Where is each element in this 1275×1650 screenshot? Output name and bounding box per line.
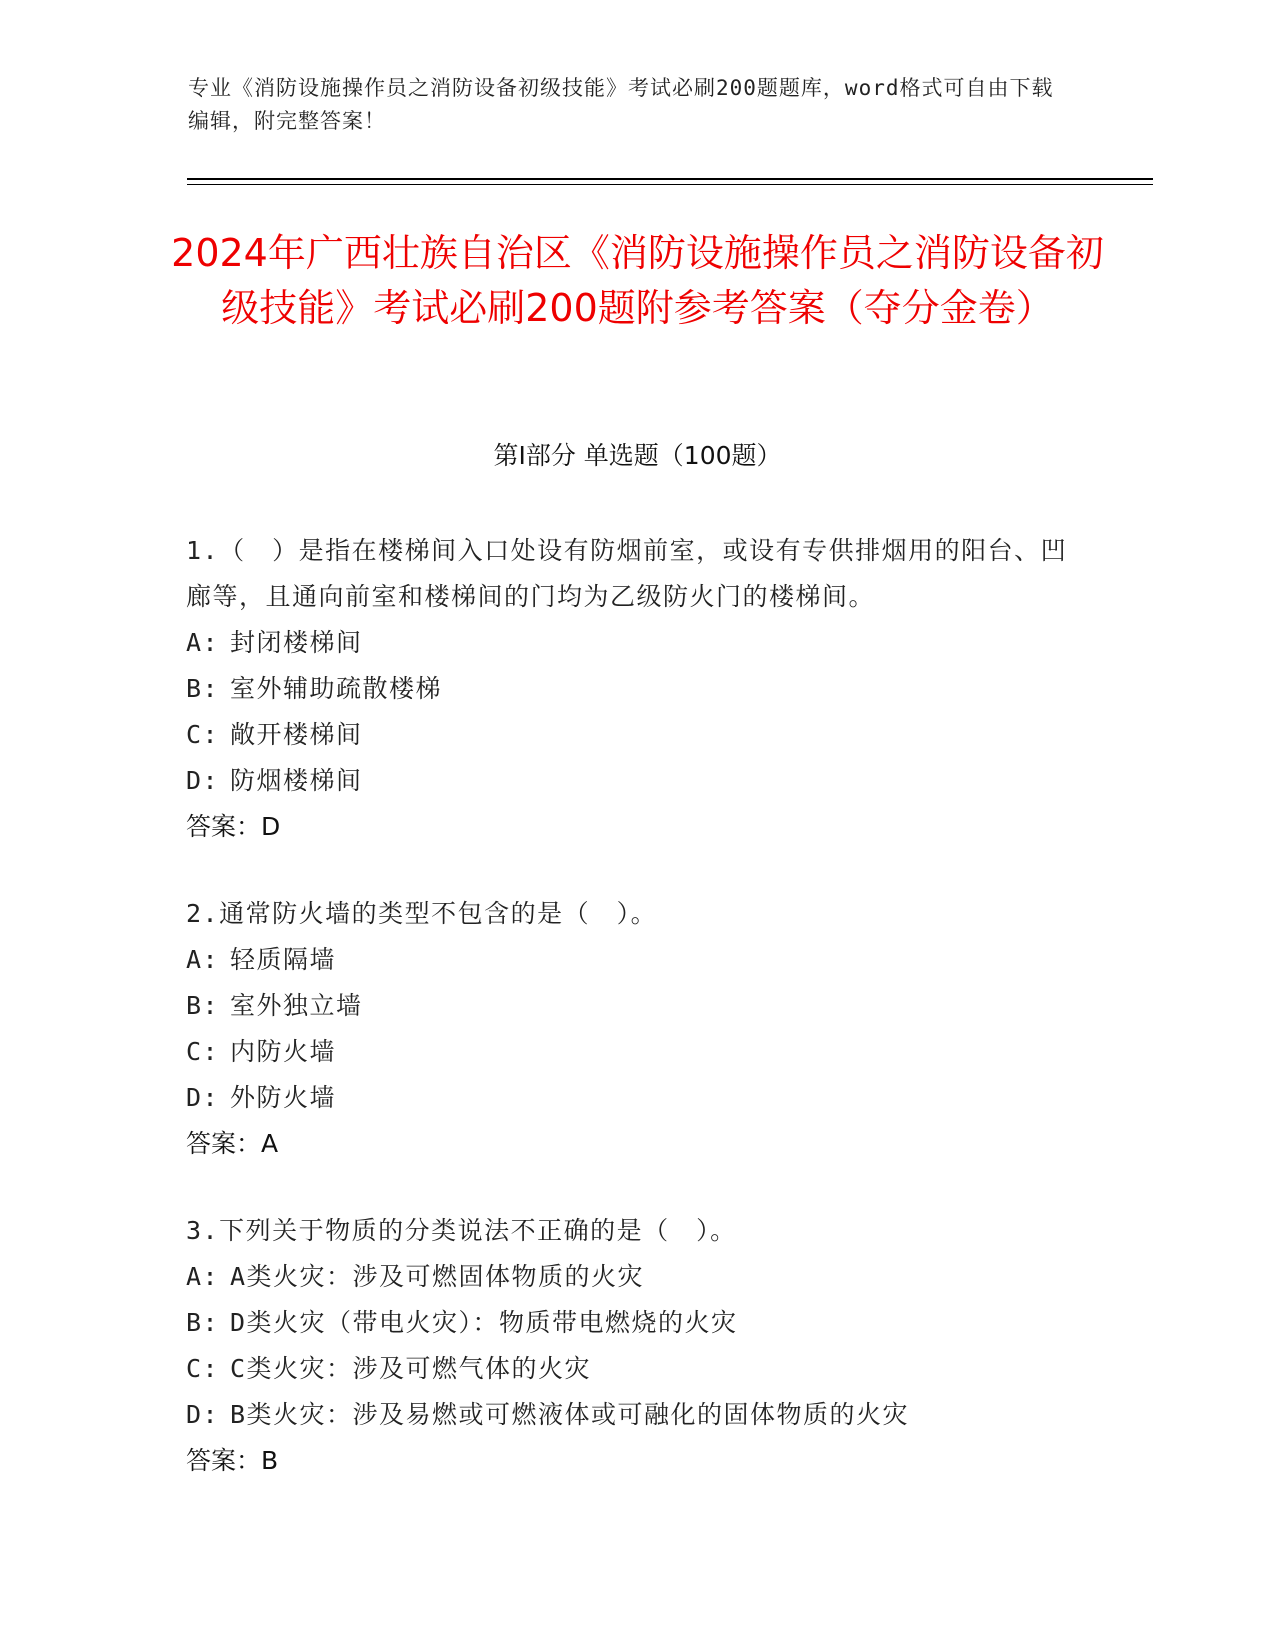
header-divider-thin xyxy=(187,184,1153,185)
option-letter: D: xyxy=(186,1083,220,1112)
option-text: 外防火墙 xyxy=(230,1083,337,1112)
option-letter: D: xyxy=(186,1400,220,1429)
option-letter: A: xyxy=(186,1262,220,1291)
option-letter: A: xyxy=(186,628,220,657)
answer-line: 答案：B xyxy=(186,1446,279,1475)
option-text: 防烟楼梯间 xyxy=(230,766,363,795)
option-letter: B: xyxy=(186,674,220,703)
option-b xyxy=(186,1300,1086,1346)
option-text: C类火灾：涉及可燃气体的火灾 xyxy=(230,1354,592,1383)
option-d xyxy=(186,1075,1086,1121)
option-a xyxy=(186,620,1086,666)
option-a xyxy=(186,937,1086,983)
header-divider-thick xyxy=(187,178,1153,180)
option-c xyxy=(186,1346,1086,1392)
option-text: 室外独立墙 xyxy=(230,991,363,1020)
option-text: 敞开楼梯间 xyxy=(230,720,363,749)
question-list xyxy=(186,528,1086,1525)
option-b xyxy=(186,666,1086,712)
question-3 xyxy=(186,1208,1086,1484)
option-letter: A: xyxy=(186,945,220,974)
question-1 xyxy=(186,528,1086,850)
option-text: 轻质隔墙 xyxy=(230,945,337,974)
option-d xyxy=(186,758,1086,804)
option-text: 封闭楼梯间 xyxy=(230,628,363,657)
question-stem: 2.通常防火墙的类型不包含的是（ ）。 xyxy=(186,899,658,928)
option-text: 室外辅助疏散楼梯 xyxy=(230,674,443,703)
option-b xyxy=(186,983,1086,1029)
option-letter: C: xyxy=(186,1037,220,1066)
option-letter: C: xyxy=(186,1354,220,1383)
option-text: 内防火墙 xyxy=(230,1037,337,1066)
option-a xyxy=(186,1254,1086,1300)
answer-line: 答案：A xyxy=(186,1129,279,1158)
question-stem: 3.下列关于物质的分类说法不正确的是（ ）。 xyxy=(186,1216,737,1245)
option-letter: D: xyxy=(186,766,220,795)
section-title: 第I部分 单选题（100题） xyxy=(493,441,782,470)
option-text: A类火灾：涉及可燃固体物质的火灾 xyxy=(230,1262,645,1291)
header-note: 专业《消防设施操作员之消防设备初级技能》考试必刷200题题库，word格式可自由下载编辑，附完整答案！ xyxy=(188,76,1054,133)
option-letter: B: xyxy=(186,991,220,1020)
option-letter: B: xyxy=(186,1308,220,1337)
option-d xyxy=(186,1392,1086,1438)
question-stem: 1.（ ）是指在楼梯间入口处设有防烟前室，或设有专供排烟用的阳台、凹廊等，且通向前室和楼梯间的门均为乙级防火门的楼梯间。 xyxy=(186,536,1068,611)
answer-line: 答案：D xyxy=(186,812,281,841)
document-title: 2024年广西壮族自治区《消防设施操作员之消防设备初级技能》考试必刷200题附参考答案（夺分金卷） xyxy=(171,231,1104,330)
option-text: B类火灾：涉及易燃或可燃液体或可融化的固体物质的火灾 xyxy=(230,1400,910,1429)
option-text: D类火灾（带电火灾）：物质带电燃烧的火灾 xyxy=(230,1308,738,1337)
option-c xyxy=(186,1029,1086,1075)
option-c xyxy=(186,712,1086,758)
option-letter: C: xyxy=(186,720,220,749)
question-2 xyxy=(186,891,1086,1167)
